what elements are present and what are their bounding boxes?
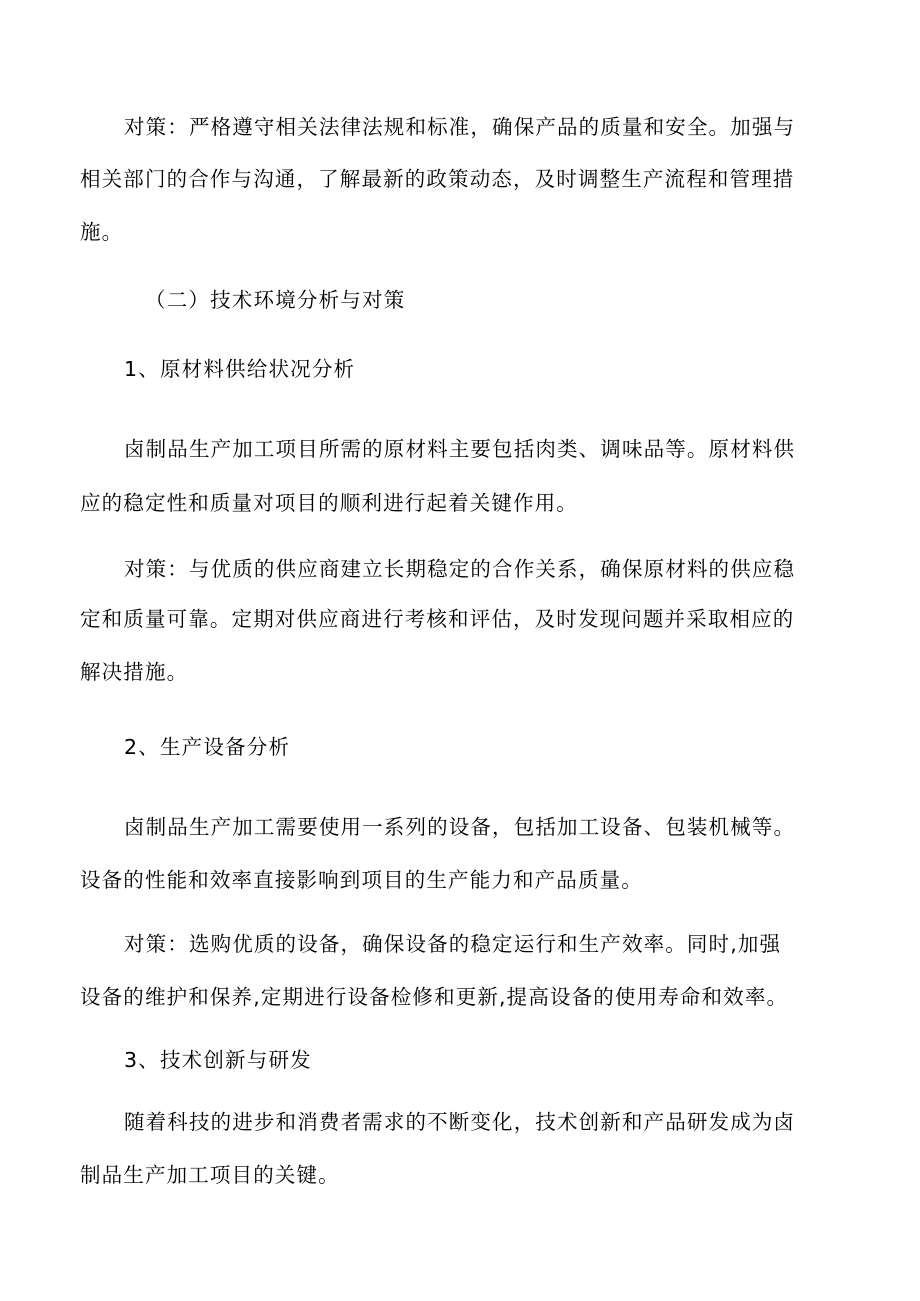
text-line: 对策：与优质的供应商建立长期稳定的合作关系，确保原材料的供应稳 [124,557,796,581]
text-line: 解决措施。 [80,660,189,684]
text-line: 设备的性能和效率直接影响到项目的生产能力和产品质量。 [80,868,643,892]
subheading-raw-materials: 1、原材料供给状况分析 [124,357,356,381]
text-line: 相关部门的合作与沟通，了解最新的政策动态，及时调整生产流程和管理措 [80,167,795,191]
text-line: 施。 [80,220,124,244]
text-line: 卤制品生产加工项目所需的原材料主要包括肉类、调味品等。原材料供 [124,437,796,461]
text-line: 随着科技的进步和消费者需求的不断变化，技术创新和产品研发成为卤 [124,1110,796,1134]
text-line: 定和质量可靠。定期对供应商进行考核和评估，及时发现问题并采取相应的 [80,607,795,631]
text-line: 应的稳定性和质量对项目的顺利进行起着关键作用。 [80,491,578,515]
text-line: 对策：严格遵守相关法律法规和标准，确保产品的质量和安全。加强与 [124,115,796,139]
text-line: 卤制品生产加工需要使用一系列的设备，包括加工设备、包装机械等。 [124,815,796,839]
subheading-production-equipment: 2、生产设备分析 [124,735,291,759]
section-heading: （二）技术环境分析与对策 [145,288,406,312]
subheading-tech-innovation: 3、技术创新与研发 [124,1048,312,1072]
text-line: 对策：选购优质的设备，确保设备的稳定运行和生产效率。同时,加强 [124,932,782,956]
text-line: 制品生产加工项目的关键。 [80,1163,340,1187]
text-line: 设备的维护和保养,定期进行设备检修和更新,提高设备的使用寿命和效率。 [80,985,789,1009]
